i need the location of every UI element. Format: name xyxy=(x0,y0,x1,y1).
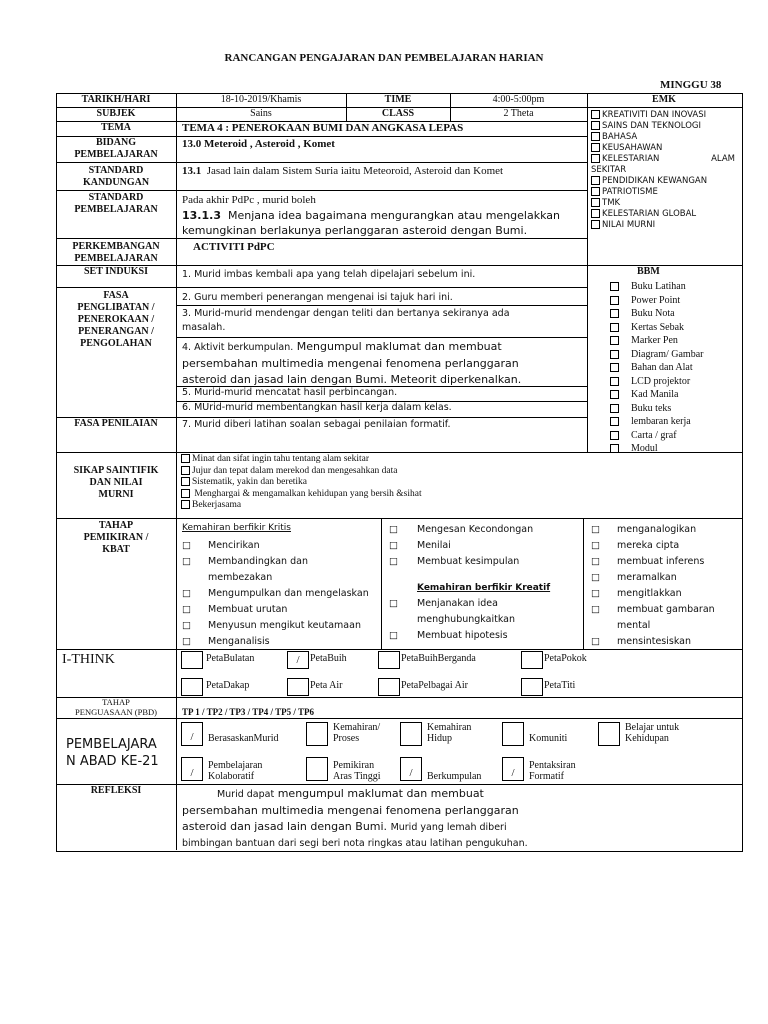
abad21-checkbox[interactable]: / xyxy=(502,757,524,781)
abad21-checkbox[interactable]: / xyxy=(181,722,203,746)
sk-label: STANDARD KANDUNGAN xyxy=(82,165,150,188)
kritis-title: Kemahiran berfikir Kritis xyxy=(182,523,291,533)
bullet-icon: □ xyxy=(182,540,191,551)
abad21-option: Pentaksiran Formatif xyxy=(529,760,576,782)
bbm-item: Power Point xyxy=(610,294,740,308)
sikap-item: Bekerjasama xyxy=(181,500,422,512)
emk-item: SAINS DAN TEKNOLOGI xyxy=(591,121,741,132)
ithink-option: PetaPokok xyxy=(544,653,587,664)
ithink-checkbox[interactable] xyxy=(378,678,400,696)
sikap-item: Jujur dan tepat dalam merekod dan mengesahkan data xyxy=(181,466,422,478)
abad21-option: Komuniti xyxy=(529,733,568,744)
bullet-icon: □ xyxy=(182,636,191,647)
checkbox-icon[interactable] xyxy=(610,363,619,372)
page-title: RANCANGAN PENGAJARAN DAN PEMBELAJARAN HARIAN xyxy=(224,52,544,64)
ithink-option: PetaBulatan xyxy=(206,653,255,664)
step-5: 5. Murid-murid mencatat hasil perbincangan. xyxy=(182,387,398,398)
refleksi-label: REFLEKSI xyxy=(90,785,142,796)
abad21-checkbox[interactable] xyxy=(502,722,524,746)
ithink-checkbox[interactable] xyxy=(181,651,203,669)
step-4: 4. Aktivit berkumpulan. Mengumpul maklumat dan membuat persembahan multimedia mengenai fenomena perlanggaran asteroid dan jasad lain dengan Bumi. Meteorit diperkenalkan. xyxy=(182,340,522,386)
refleksi-value: Murid dapat mengumpul maklumat dan membuat persembahan multimedia mengenai fenomena perlanggaran asteroid dan jasad lain dengan Bumi. Murid yang lemah diberi bimbingan bantuan dari segi beri nota ringkas atau latihan pengukuhan. xyxy=(182,787,528,849)
bbm-list xyxy=(610,280,740,456)
kbat-label: TAHAP PEMIKIRAN / KBAT xyxy=(83,520,149,555)
sikap-label: SIKAP SAINTIFIK DAN NILAI MURNI xyxy=(73,465,159,500)
checkbox-icon[interactable] xyxy=(610,350,619,359)
abad21-checkbox[interactable]: / xyxy=(181,757,203,781)
kbat-item: □ Menjanakan idea xyxy=(389,596,583,612)
bbm-label: BBM xyxy=(637,266,660,277)
kbat-item: □ Mengumpulkan dan mengelaskan xyxy=(182,586,382,602)
kbat-item: membezakan xyxy=(208,572,273,583)
checkbox-icon[interactable] xyxy=(610,390,619,399)
abad21-checkbox[interactable] xyxy=(400,722,422,746)
bullet-icon: □ xyxy=(389,556,398,567)
kbat-item: □ Menyusun mengikut keutamaan xyxy=(182,618,382,634)
perkembangan-value: ACTIVITI PdPC xyxy=(193,241,275,253)
abad21-checkbox[interactable]: / xyxy=(400,757,422,781)
bullet-icon: □ xyxy=(182,604,191,615)
bullet-icon: □ xyxy=(389,598,398,609)
ithink-option: PetaBuihBerganda xyxy=(401,653,476,664)
bullet-icon: □ xyxy=(389,540,398,551)
bullet-icon: □ xyxy=(591,636,600,647)
bbm-item: Buku teks xyxy=(610,402,740,416)
ithink-checkbox[interactable] xyxy=(521,651,543,669)
kbat-item: □ mereka cipta xyxy=(591,538,741,554)
kreatif-title: Kemahiran berfikir Kreatif xyxy=(417,583,551,593)
kbat-col1 xyxy=(182,538,382,650)
checkbox-icon[interactable] xyxy=(610,417,619,426)
sp-value: Pada akhir PdPc , murid boleh 13.1.3 Menjana idea bagaimana mengurangkan atau mengelakkan kemungkinan berlakunya perlanggaran asteroid dengan Bumi. xyxy=(182,194,560,237)
ithink-option: PetaTiti xyxy=(544,680,576,691)
bbm-item: Modul xyxy=(610,442,740,456)
bidang-value: 13.0 Meteroid , Asteroid , Komet xyxy=(182,138,335,150)
bbm-item: lembaran kerja xyxy=(610,415,740,429)
checkbox-icon[interactable] xyxy=(610,404,619,413)
sikap-item: Sistematik, yakin dan beretika xyxy=(181,477,422,489)
kbat-item: □ Menilai xyxy=(389,538,583,554)
checkbox-icon[interactable] xyxy=(610,431,619,440)
emk-item: PATRIOTISME xyxy=(591,187,741,198)
checkbox-icon[interactable] xyxy=(610,296,619,305)
bbm-item: Kertas Sebak xyxy=(610,321,740,335)
ithink-option: Peta Air xyxy=(310,680,343,691)
ithink-option: PetaBuih xyxy=(310,653,347,664)
subjek-label: SUBJEK xyxy=(96,108,136,119)
abad21-option: Belajar untuk Kehidupan xyxy=(625,722,680,744)
kbat-item: □ membuat gambaran xyxy=(591,602,741,618)
step-3: 3. Murid-murid mendengar dengan teliti dan bertanya sekiranya ada masalah. xyxy=(182,308,510,333)
kbat-item: □ mengitlakkan xyxy=(591,586,741,602)
ithink-option: PetaPelbagai Air xyxy=(401,680,468,691)
bullet-icon: □ xyxy=(182,620,191,631)
class-label: CLASS xyxy=(381,108,415,119)
kbat-item: □ mensintesiskan xyxy=(591,634,741,650)
kbat-item: □ Membuat kesimpulan xyxy=(389,554,583,570)
checkbox-icon[interactable] xyxy=(610,282,619,291)
pbd-value: TP 1 / TP2 / TP3 / TP4 / TP5 / TP6 xyxy=(182,707,314,717)
perkembangan-label: PERKEMBANGAN PEMBELAJARAN xyxy=(72,241,160,264)
kbat-item: □ Menganalisis xyxy=(182,634,382,650)
abad21-checkbox[interactable] xyxy=(306,757,328,781)
abad21-checkbox[interactable] xyxy=(306,722,328,746)
emk-item: NILAI MURNI xyxy=(591,220,741,231)
bbm-item: Diagram/ Gambar xyxy=(610,348,740,362)
bullet-icon: □ xyxy=(389,524,398,535)
kbat-item: □ Mengesan Kecondongan xyxy=(389,522,583,538)
ithink-checkbox[interactable] xyxy=(287,678,309,696)
tarikh-value: 18-10-2019/Khamis xyxy=(220,94,302,105)
penilaian-value: 7. Murid diberi latihan soalan sebagai penilaian formatif. xyxy=(182,419,451,430)
bullet-icon: □ xyxy=(591,540,600,551)
emk-item: TMK xyxy=(591,198,741,209)
subjek-value: Sains xyxy=(250,108,272,119)
emk-item: BAHASA xyxy=(591,132,741,143)
kbat-item: □ meramalkan xyxy=(591,570,741,586)
checkbox-icon[interactable] xyxy=(610,377,619,386)
step-6: 6. MUrid-murid membentangkan hasil kerja dalam kelas. xyxy=(182,402,452,413)
emk-item: KEUSAHAWAN xyxy=(591,143,741,154)
time-label: TIME xyxy=(384,94,412,105)
emk-list xyxy=(591,110,741,231)
bullet-icon: □ xyxy=(591,572,600,583)
checkbox-icon[interactable] xyxy=(610,323,619,332)
tarikh-label: TARIKH/HARI xyxy=(81,94,151,105)
sikap-list xyxy=(181,454,422,512)
emk-label: EMK xyxy=(652,94,676,105)
bbm-item: LCD projektor xyxy=(610,375,740,389)
abad21-option: Kemahiran Hidup xyxy=(427,722,472,744)
sikap-item: Minat dan sifat ingin tahu tentang alam sekitar xyxy=(181,454,422,466)
step-2: 2. Guru memberi penerangan mengenai isi tajuk hari ini. xyxy=(182,292,453,303)
bullet-icon: □ xyxy=(591,588,600,599)
bullet-icon: □ xyxy=(389,630,398,641)
bullet-icon: □ xyxy=(591,604,600,615)
emk-item: KREATIVITI DAN INOVASI xyxy=(591,110,741,121)
bbm-item: Bahan dan Alat xyxy=(610,361,740,375)
tema-value: TEMA 4 : PENEROKAAN BUMI DAN ANGKASA LEPAS xyxy=(182,122,464,134)
bbm-item: Marker Pen xyxy=(610,334,740,348)
emk-item: PENDIDIKAN KEWANGAN xyxy=(591,176,741,187)
kbat-item: menghubungkaitkan xyxy=(417,614,515,625)
kbat-item: □ Membuat hipotesis xyxy=(389,628,583,644)
kbat-item: □ menganalogikan xyxy=(591,522,741,538)
bbm-item: Carta / graf xyxy=(610,429,740,443)
sp-label: STANDARD PEMBELAJARAN xyxy=(74,192,158,215)
checkbox-icon[interactable] xyxy=(610,309,619,318)
bullet-icon: □ xyxy=(182,588,191,599)
abad21-checkbox[interactable] xyxy=(598,722,620,746)
pbd-label: TAHAP PENGUASAAN (PBD) xyxy=(75,697,157,717)
abad21-label: PEMBELAJARA N ABAD KE-21 xyxy=(66,737,159,769)
sikap-item: Menghargai & mengamalkan kehidupan yang bersih &sihat xyxy=(181,489,422,501)
kbat-item: mental xyxy=(617,620,651,631)
abad21-option: Pemikiran Aras Tinggi xyxy=(333,760,381,782)
kbat-col3 xyxy=(591,522,741,650)
bbm-item: Buku Latihan xyxy=(610,280,740,294)
ithink-checkbox[interactable] xyxy=(521,678,543,696)
kbat-item: □ Membandingkan dan xyxy=(182,554,382,570)
sk-value: 13.1 Jasad lain dalam Sistem Suria iaitu Meteoroid, Asteroid dan Komet xyxy=(182,165,504,177)
bullet-icon: □ xyxy=(182,556,191,567)
penilaian-label: FASA PENILAIAN xyxy=(74,418,158,429)
abad21-option: Pembelajaran Kolaboratif xyxy=(208,760,263,782)
ithink-option: PetaDakap xyxy=(206,680,250,691)
ithink-checkbox[interactable]: / xyxy=(287,651,309,669)
week-label: MINGGU 38 xyxy=(660,79,722,91)
ithink-label: I-THINK xyxy=(62,652,115,667)
time-value: 4:00-5:00pm xyxy=(492,94,545,105)
bbm-item: Kad Manila xyxy=(610,388,740,402)
abad21-option: Berkumpulan xyxy=(427,771,482,782)
emk-item: KELESTARIAN ALAM xyxy=(591,154,735,165)
tema-label: TEMA xyxy=(101,122,131,133)
fasa-label: FASA PENGLIBATAN / PENEROKAAN / PENERANGAN / PENGOLAHAN xyxy=(77,290,155,349)
bullet-icon: □ xyxy=(591,556,600,567)
bidang-label: BIDANG PEMBELAJARAN xyxy=(74,137,158,160)
emk-item: KELESTARIAN GLOBAL xyxy=(591,209,741,220)
bullet-icon: □ xyxy=(591,524,600,535)
ithink-checkbox[interactable] xyxy=(181,678,203,696)
ithink-checkbox[interactable] xyxy=(378,651,400,669)
kbat-item: □ membuat inferens xyxy=(591,554,741,570)
bbm-item: Buku Nota xyxy=(610,307,740,321)
kbat-item: □ Mencirikan xyxy=(182,538,382,554)
abad21-option: BerasaskanMurid xyxy=(208,733,279,744)
kbat-item: □ Membuat urutan xyxy=(182,602,382,618)
checkbox-icon[interactable] xyxy=(610,336,619,345)
class-value: 2 Theta xyxy=(503,108,534,119)
abad21-option: Kemahiran/ Proses xyxy=(333,722,381,744)
set-induksi-label: SET INDUKSI xyxy=(83,266,148,277)
set-induksi-value: 1. Murid imbas kembali apa yang telah dipelajari sebelum ini. xyxy=(182,269,476,280)
emk-item: SEKITAR xyxy=(591,165,627,175)
kbat-col2 xyxy=(389,522,583,644)
